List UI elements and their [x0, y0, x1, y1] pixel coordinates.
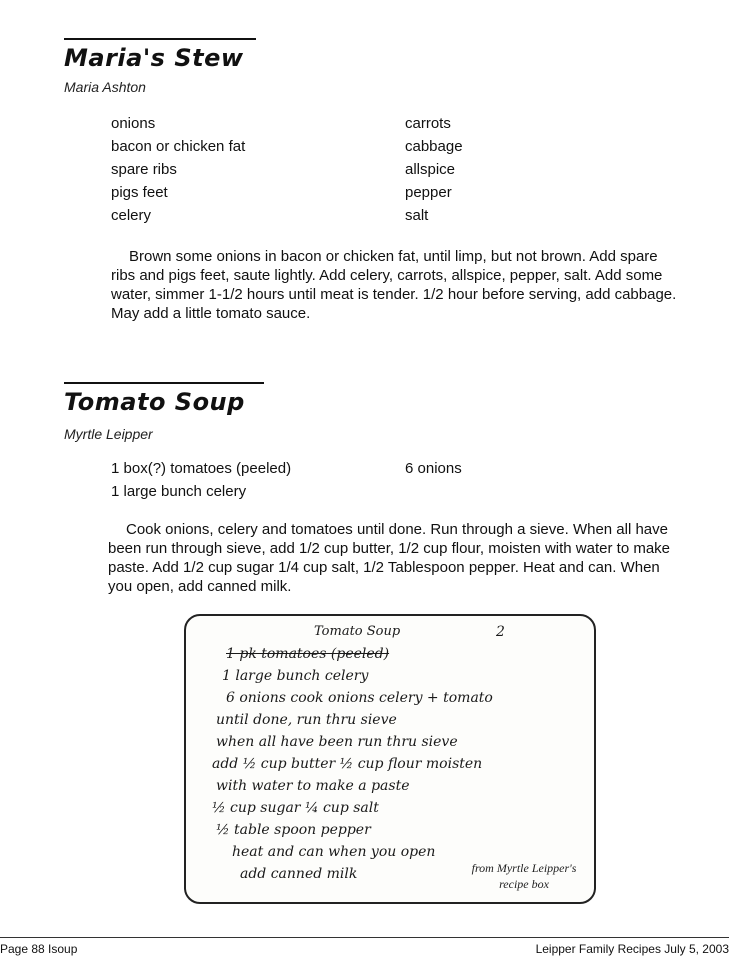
recipe-instructions-soup: Cook onions, celery and tomatoes until done. Run through a sieve. When all have been run through sieve, add 1/2 cup butter, 1/2 cup flour, moisten with water to make paste. Add 1/2 cup sugar 1/4 cup salt, 1/2 Tablespoon pepper. Heat and can. When you open, add canned milk. — [108, 521, 671, 595]
card-line: add ½ cup butter ½ cup flour moisten — [212, 756, 483, 772]
card-caption — [458, 860, 590, 892]
card-caption-line1: from Myrtle Leipper's — [471, 861, 577, 875]
ingredient-left: spare ribs — [111, 161, 177, 178]
recipe-author-stew: Maria Ashton — [64, 79, 146, 95]
recipe-instructions-stew: Brown some onions in bacon or chicken fat, until limp, but not brown. Add spare ribs and pigs feet, saute lightly. Add celery, carrots, allspice, pepper, salt. Add some water, simmer 1-1/2 hours until meat is tender. 1/2 hour before serving, add cabbage. May add a little tomato sauce. — [111, 248, 677, 322]
card-corner-mark: 2 — [496, 624, 505, 640]
ingredient-right: carrots — [405, 115, 451, 132]
ingredient-right: allspice — [405, 161, 456, 178]
footer-page-label: Page 88 Isoup — [0, 942, 78, 956]
title-rule-stew — [64, 38, 256, 40]
ingredient-right: pepper — [405, 184, 452, 201]
title-rule-soup — [64, 382, 264, 384]
card-line: ½ table spoon pepper — [216, 822, 371, 838]
recipe-title-soup: Tomato Soup — [64, 388, 245, 416]
card-line: Tomato Soup — [314, 624, 401, 639]
ingredient-right: cabbage — [405, 138, 463, 155]
ingredient-left: celery — [111, 207, 152, 224]
footer-document-label: Leipper Family Recipes July 5, 2003 — [535, 942, 729, 956]
card-caption-line2: recipe box — [499, 877, 549, 891]
recipe-title-stew: Maria's Stew — [64, 44, 244, 72]
ingredient-right: salt — [405, 207, 429, 224]
ingredient-right: 6 onions — [405, 460, 462, 477]
card-line: 6 onions cook onions celery + tomato — [226, 690, 493, 706]
handwritten-recipe-card — [184, 614, 596, 904]
ingredient-left: 1 box(?) tomatoes (peeled) — [111, 460, 292, 477]
card-line: heat and can when you open — [232, 844, 436, 860]
ingredient-left: bacon or chicken fat — [111, 138, 246, 155]
card-line: 1 pk tomatoes (peeled) — [226, 646, 390, 662]
ingredient-left: onions — [111, 115, 156, 132]
card-line: 1 large bunch celery — [222, 668, 369, 684]
footer-rule — [0, 937, 729, 938]
card-line: until done, run thru sieve — [216, 712, 397, 728]
ingredient-left: pigs feet — [111, 184, 168, 201]
card-line: add canned milk — [240, 866, 358, 882]
card-line: when all have been run thru sieve — [216, 734, 458, 750]
card-line: with water to make a paste — [216, 778, 410, 794]
recipe-author-soup: Myrtle Leipper — [64, 426, 153, 442]
card-line: ½ cup sugar ¼ cup salt — [212, 800, 379, 816]
ingredient-left: 1 large bunch celery — [111, 483, 247, 500]
